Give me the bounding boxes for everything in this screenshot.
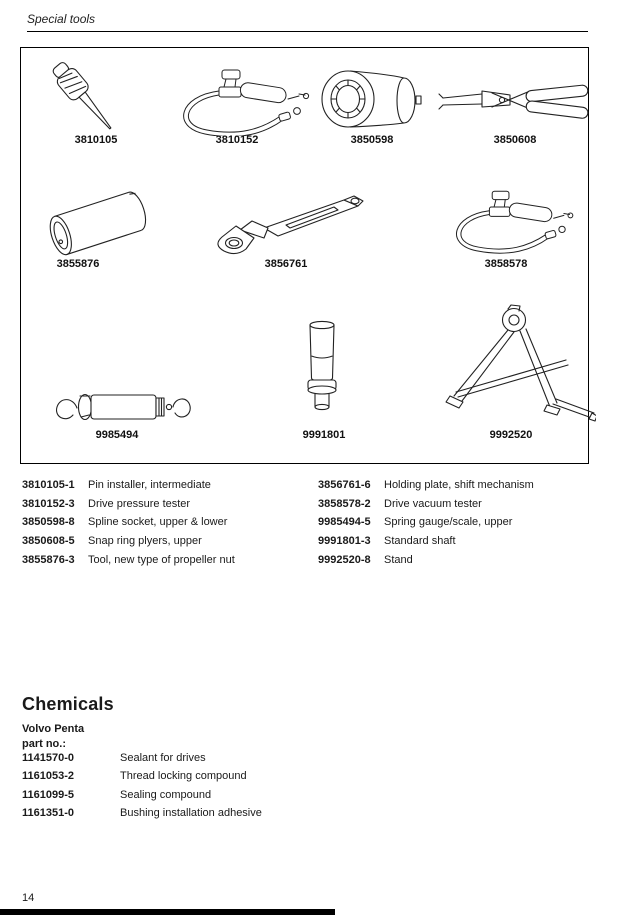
figure-part-number: 3855876: [56, 258, 100, 270]
tool-description: Pin installer, intermediate: [88, 479, 211, 491]
chemical-description: Sealing compound: [120, 788, 212, 801]
tool-list-row: [318, 516, 608, 535]
tool-part-number: 3850598-8: [22, 516, 75, 529]
spline-socket-illustration: [316, 66, 431, 132]
holding-plate-illustration: [206, 188, 371, 256]
drive-vacuum-tester-illustration: [441, 186, 576, 256]
figure-part-number: 3850608: [493, 134, 537, 146]
spring-gauge-illustration: [51, 384, 191, 430]
tool-list-row: [318, 498, 608, 517]
tool-list-row: [318, 554, 608, 573]
page-number: 14: [22, 892, 35, 904]
chemical-row: [22, 789, 262, 807]
special-tools-figure-box: [20, 47, 589, 464]
chemical-row: [22, 752, 262, 770]
tool-list-row: [318, 535, 608, 554]
stand-illustration: [426, 304, 596, 429]
tool-list-left-column: [22, 479, 312, 572]
tool-description: Tool, new type of propeller nut: [88, 553, 235, 566]
tool-part-number: 3810105-1: [22, 479, 75, 491]
chemical-description: Sealant for drives: [120, 752, 206, 764]
chemical-part-number: 1141570-0: [22, 752, 74, 764]
drive-pressure-tester-illustration: [167, 68, 312, 136]
tool-part-number: 9992520-8: [318, 553, 371, 566]
tool-description: Spring gauge/scale, upper: [384, 516, 513, 529]
tool-description: Snap ring plyers, upper: [88, 535, 202, 548]
figure-part-number: 3850598: [350, 134, 394, 146]
figure-part-number: 3810105: [74, 134, 118, 146]
chemical-description: Bushing installation adhesive: [120, 806, 262, 819]
standard-shaft-illustration: [294, 316, 354, 426]
chemical-description: Thread locking compound: [120, 770, 247, 783]
page-bottom-scan-bar: [0, 909, 335, 915]
tool-part-number: 3856761-6: [318, 479, 371, 491]
brand-sub-line: part no.:: [22, 737, 66, 750]
chemical-row: [22, 807, 262, 825]
tool-list-row: [22, 554, 312, 573]
figure-part-number: 3858578: [484, 258, 528, 270]
tool-list-right-column: [318, 479, 608, 572]
page-header-title: Special tools: [27, 12, 96, 26]
chemical-row: [22, 770, 262, 788]
pin-installer-illustration: [36, 62, 156, 134]
figure-part-number: 3810152: [215, 134, 259, 146]
header-divider: [27, 31, 588, 32]
figure-part-number: 3856761: [264, 258, 308, 270]
chemicals-brand-label: [22, 722, 84, 751]
chemical-part-number: 1161351-0: [22, 806, 74, 819]
tool-description: Spline socket, upper & lower: [88, 516, 228, 529]
tool-description: Standard shaft: [384, 535, 456, 548]
chemical-part-number: 1161099-5: [22, 788, 74, 801]
tool-part-number: 3858578-2: [318, 497, 371, 510]
tool-part-number: 3810152-3: [22, 497, 75, 510]
snap-ring-pliers-illustration: [436, 76, 596, 128]
tool-description: Stand: [384, 553, 413, 566]
tool-part-number: 9985494-5: [318, 516, 371, 529]
propeller-nut-tool-illustration: [29, 186, 164, 256]
tool-list-row: [22, 535, 312, 554]
figure-part-number: 9991801: [302, 429, 346, 441]
figure-part-number: 9985494: [95, 429, 139, 441]
tool-description: Holding plate, shift mechanism: [384, 479, 534, 491]
tool-list-row: [22, 516, 312, 535]
tool-part-number: 9991801-3: [318, 535, 371, 548]
tool-part-number: 3855876-3: [22, 553, 75, 566]
figure-part-number: 9992520: [489, 429, 533, 441]
chemical-part-number: 1161053-2: [22, 770, 74, 783]
tool-description: Drive pressure tester: [88, 497, 191, 510]
tool-description: Drive vacuum tester: [384, 497, 482, 510]
tool-part-number: 3850608-5: [22, 535, 75, 548]
tool-list-row: [22, 498, 312, 517]
chemicals-heading: Chemicals: [22, 694, 114, 714]
tool-list-row: [318, 479, 608, 498]
brand-line: Volvo Penta: [22, 723, 85, 735]
chemicals-list: [22, 752, 262, 825]
tool-list-row: [22, 479, 312, 498]
